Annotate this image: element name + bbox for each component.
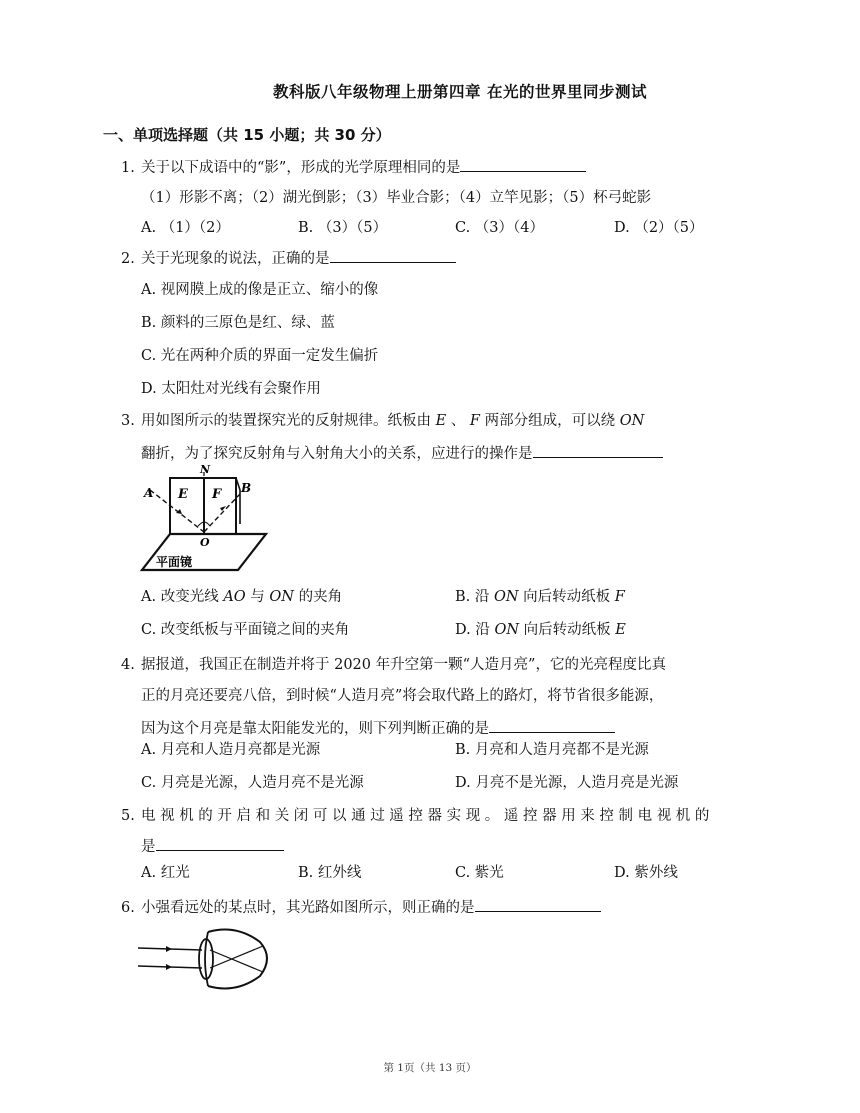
question-2 xyxy=(121,243,761,275)
question-stem-line2: 翻折，为了探究反射角与入射角大小的关系，应进行的操作是 xyxy=(141,446,533,462)
option-text: D. 沿 xyxy=(455,622,490,638)
option-text: 向后转动纸板 xyxy=(523,589,611,605)
option-text: B. 沿 xyxy=(455,589,490,605)
document-title: 教科版八年级物理上册第四章 在光的世界里同步测试 xyxy=(273,83,647,101)
option-text: A. 改变光线 xyxy=(141,589,219,605)
option-b[interactable]: B. （3）（5） xyxy=(298,220,388,236)
var-f: F xyxy=(469,413,480,429)
option-d[interactable]: D. （2）（5） xyxy=(614,220,704,236)
question-number: 1. xyxy=(121,160,135,176)
question-stem: 关于以下成语中的“影”，形成的光学原理相同的是 xyxy=(141,160,461,176)
page-footer: 第 1页（共 13 页） xyxy=(383,1062,477,1074)
answer-blank[interactable] xyxy=(460,155,586,172)
option-c[interactable]: C. （3）（4） xyxy=(455,220,544,236)
question-stem-line2: 是 xyxy=(141,839,156,855)
question-4 xyxy=(121,649,761,681)
question-number: 3. xyxy=(121,413,135,429)
question-number: 5. xyxy=(121,808,135,824)
question-stem-line3: 因为这个月亮是靠太阳能发光的，则下列判断正确的是 xyxy=(141,721,489,737)
reflection-apparatus-figure xyxy=(140,464,270,576)
var-e: E xyxy=(435,413,447,429)
question-3-line2 xyxy=(141,441,663,463)
option-b[interactable]: B. 月亮和人造月亮都不是光源 xyxy=(455,742,649,758)
option-d[interactable]: D. 月亮不是光源，人造月亮是光源 xyxy=(455,775,679,791)
var-on: ON xyxy=(619,413,645,429)
option-a[interactable]: A. （1）（2） xyxy=(141,220,230,236)
option-text: 向后转动纸板 xyxy=(523,622,611,638)
option-d[interactable] xyxy=(455,618,626,639)
answer-blank[interactable] xyxy=(156,834,284,851)
label-e: E xyxy=(178,487,188,502)
question-stem-mid: 两部分组成，可以绕 xyxy=(484,413,616,429)
question-4-line3 xyxy=(141,716,615,738)
option-b[interactable]: B. 颜料的三原色是红、绿、蓝 xyxy=(141,315,335,331)
question-stem-line1: 据报道，我国正在制造并将于 2020 年升空第一颗“人造月亮”，它的光亮程度比真 xyxy=(141,657,666,673)
question-stem: 小强看远处的某点时，其光路如图所示，则正确的是 xyxy=(141,900,475,916)
label-f: F xyxy=(212,487,222,502)
option-b[interactable]: B. 红外线 xyxy=(298,865,362,881)
label-o: O xyxy=(200,536,210,549)
answer-blank[interactable] xyxy=(330,246,456,263)
question-stem-line1: 电视机的开启和关闭可以通过遥控器实现。遥控器用来控制电视机的 xyxy=(141,808,714,824)
answer-blank[interactable] xyxy=(533,441,663,458)
question-stem: 用如图所示的装置探究光的反射规律。纸板由 xyxy=(141,413,431,429)
option-a[interactable] xyxy=(141,585,342,606)
var-on: ON xyxy=(269,589,294,605)
option-d[interactable]: D. 紫外线 xyxy=(614,865,678,881)
var-on: ON xyxy=(493,589,519,605)
question-3 xyxy=(121,405,761,437)
question-stem: 关于光现象的说法，正确的是 xyxy=(141,251,330,267)
option-b[interactable] xyxy=(455,585,625,606)
option-a[interactable]: A. 月亮和人造月亮都是光源 xyxy=(141,742,321,758)
label-n: N xyxy=(200,464,211,476)
var-on: ON xyxy=(494,622,520,638)
answer-blank[interactable] xyxy=(475,895,601,912)
option-text: 的夹角 xyxy=(298,589,343,605)
var-ao: AO xyxy=(223,589,246,605)
var-e: E xyxy=(615,622,626,638)
label-mirror: 平面镜 xyxy=(156,555,193,569)
question-4-line2: 正的月亮还要亮八倍，到时候“人造月亮”将会取代路上的路灯，将节省很多能源， xyxy=(141,688,664,704)
option-a[interactable]: A. 红光 xyxy=(141,865,190,881)
separator: 、 xyxy=(450,413,466,429)
option-c[interactable] xyxy=(141,618,349,639)
option-c[interactable]: C. 紫光 xyxy=(455,865,504,881)
var-f: F xyxy=(614,589,625,605)
option-text: 与 xyxy=(250,589,265,605)
question-number: 6. xyxy=(121,900,135,916)
label-a: A xyxy=(144,486,154,500)
option-c[interactable]: C. 月亮是光源，人造月亮不是光源 xyxy=(141,775,364,791)
section-heading: 一、单项选择题（共 15 小题；共 30 分） xyxy=(103,126,391,144)
eye-light-path-figure xyxy=(136,918,276,1002)
answer-blank[interactable] xyxy=(489,716,615,733)
question-number: 2. xyxy=(121,251,135,267)
question-1-items: （1）形影不离；（2）湖光倒影；（3）毕业合影；（4）立竿见影；（5）杯弓蛇影 xyxy=(141,190,652,206)
question-5-line2 xyxy=(141,834,284,856)
option-text: C. 改变纸板与平面镜之间的夹角 xyxy=(141,622,350,638)
question-1 xyxy=(121,152,761,184)
option-a[interactable]: A. 视网膜上成的像是正立、缩小的像 xyxy=(141,282,379,298)
label-b: B xyxy=(241,481,252,495)
option-d[interactable]: D. 太阳灶对光线有会聚作用 xyxy=(141,381,321,397)
option-c[interactable]: C. 光在两种介质的界面一定发生偏折 xyxy=(141,348,379,364)
question-number: 4. xyxy=(121,657,135,673)
question-5 xyxy=(121,800,761,832)
